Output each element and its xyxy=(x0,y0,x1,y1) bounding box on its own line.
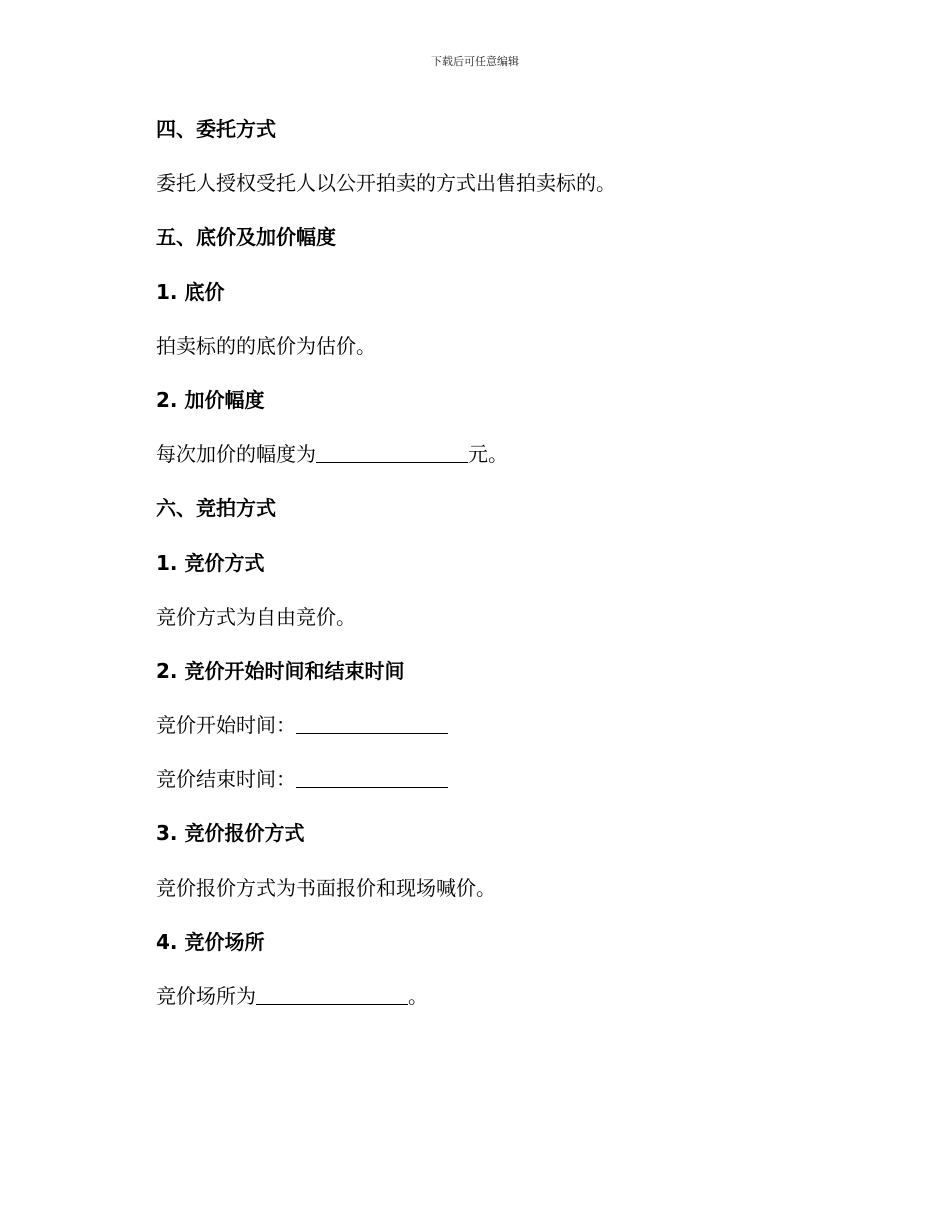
increment-text-before: 每次加价的幅度为 xyxy=(156,442,316,467)
venue-text-before: 竞价场所为 xyxy=(156,984,256,1008)
venue-text-after: 。 xyxy=(408,984,428,1008)
increment-heading: 2. 加价幅度 xyxy=(156,387,265,412)
bidding-end-line xyxy=(156,764,796,818)
bidding-method-text: 竞价方式为自由竞价。 xyxy=(156,604,356,629)
bidding-start-label: 竞价开始时间： xyxy=(156,713,296,738)
venue-line xyxy=(156,981,796,1035)
increment-text-after: 元。 xyxy=(468,442,508,467)
quote-method-text: 竞价报价方式为书面报价和现场喊价。 xyxy=(156,875,496,900)
section-5-heading: 五、底价及加价幅度 xyxy=(156,225,336,250)
quote-method-heading: 3. 竞价报价方式 xyxy=(156,821,305,846)
document-body xyxy=(156,114,796,1035)
section-6-heading: 六、竞拍方式 xyxy=(156,496,276,521)
increment-line xyxy=(156,439,796,493)
bidding-start-blank[interactable] xyxy=(296,711,448,734)
bidding-end-label: 竞价结束时间： xyxy=(156,767,296,792)
bidding-start-line xyxy=(156,710,796,764)
increment-amount-blank[interactable] xyxy=(316,440,468,463)
bidding-time-heading: 2. 竞价开始时间和结束时间 xyxy=(156,658,405,683)
venue-heading: 4. 竞价场所 xyxy=(156,929,265,954)
bidding-method-heading: 1. 竞价方式 xyxy=(156,550,265,575)
reserve-price-text: 拍卖标的的底价为估价。 xyxy=(156,333,376,358)
page-header-note: 下载后可任意编辑 xyxy=(431,55,519,68)
bidding-end-blank[interactable] xyxy=(296,765,448,788)
section-4-heading: 四、委托方式 xyxy=(156,117,276,141)
section-4-text: 委托人授权受托人以公开拍卖的方式出售拍卖标的。 xyxy=(156,171,616,196)
reserve-price-heading: 1. 底价 xyxy=(156,279,225,304)
venue-blank[interactable] xyxy=(256,982,408,1005)
